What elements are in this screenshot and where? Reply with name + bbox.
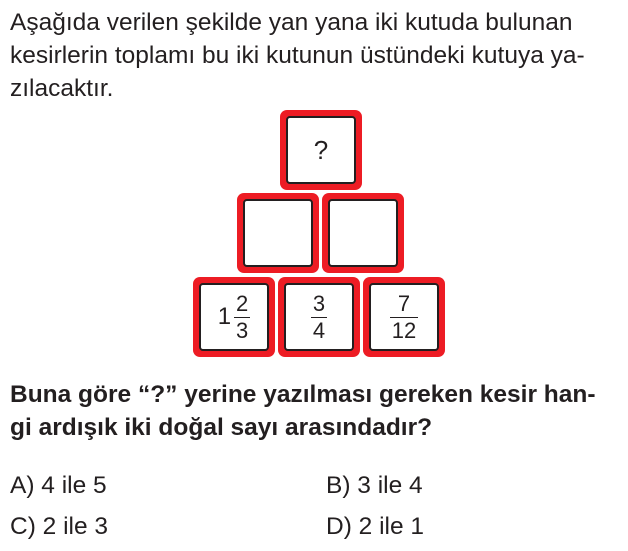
pyramid-box-bottom-right — [363, 277, 445, 357]
fraction-numerator: 3 — [312, 290, 326, 316]
question-line-2: gi ardışık iki doğal sayı arasındadır? — [10, 414, 433, 441]
intro-line-2: kesirlerin toplamı bu iki kutunun üstündeki kutuya ya- — [10, 42, 585, 69]
pyramid-box-bottom-middle — [278, 277, 360, 357]
intro-line-3: zılacaktır. — [10, 75, 114, 102]
fraction-three-fourths — [311, 290, 327, 343]
pyramid-box-middle-left — [237, 193, 319, 273]
mixed-number-whole: 1 — [217, 303, 232, 330]
pyramid-box-middle-right-inner — [328, 199, 398, 267]
option-c[interactable]: C) 2 ile 3 — [10, 513, 109, 540]
question-line-1: Buna göre “?” yerine yazılması gereken kesir han- — [10, 381, 596, 408]
fraction-two-thirds — [234, 290, 250, 343]
fraction-denominator: 12 — [391, 317, 417, 343]
pyramid-box-bottom-right-inner — [369, 283, 439, 351]
unknown-value: ? — [313, 134, 329, 165]
question-text — [10, 378, 622, 444]
pyramid-box-top — [280, 110, 362, 190]
fraction-numerator: 2 — [236, 290, 249, 316]
pyramid-box-bottom-left — [193, 277, 275, 357]
pyramid-box-middle-right — [322, 193, 404, 273]
intro-line-1: Aşağıda verilen şekilde yan yana iki kutuda bulunan — [10, 9, 573, 36]
option-a[interactable]: A) 4 ile 5 — [10, 472, 107, 499]
fraction-denominator: 3 — [236, 317, 249, 343]
problem-intro — [10, 6, 622, 105]
fraction-denominator: 4 — [312, 317, 326, 343]
pyramid-box-bottom-left-inner — [199, 283, 269, 351]
pyramid-box-middle-left-inner — [243, 199, 313, 267]
pyramid-box-top-inner — [286, 116, 356, 184]
pyramid-box-bottom-middle-inner — [284, 283, 354, 351]
option-b[interactable]: B) 3 ile 4 — [326, 472, 423, 499]
option-d[interactable]: D) 2 ile 1 — [326, 513, 425, 540]
fraction-numerator: 7 — [397, 290, 411, 316]
fraction-seven-twelfths — [390, 290, 418, 343]
